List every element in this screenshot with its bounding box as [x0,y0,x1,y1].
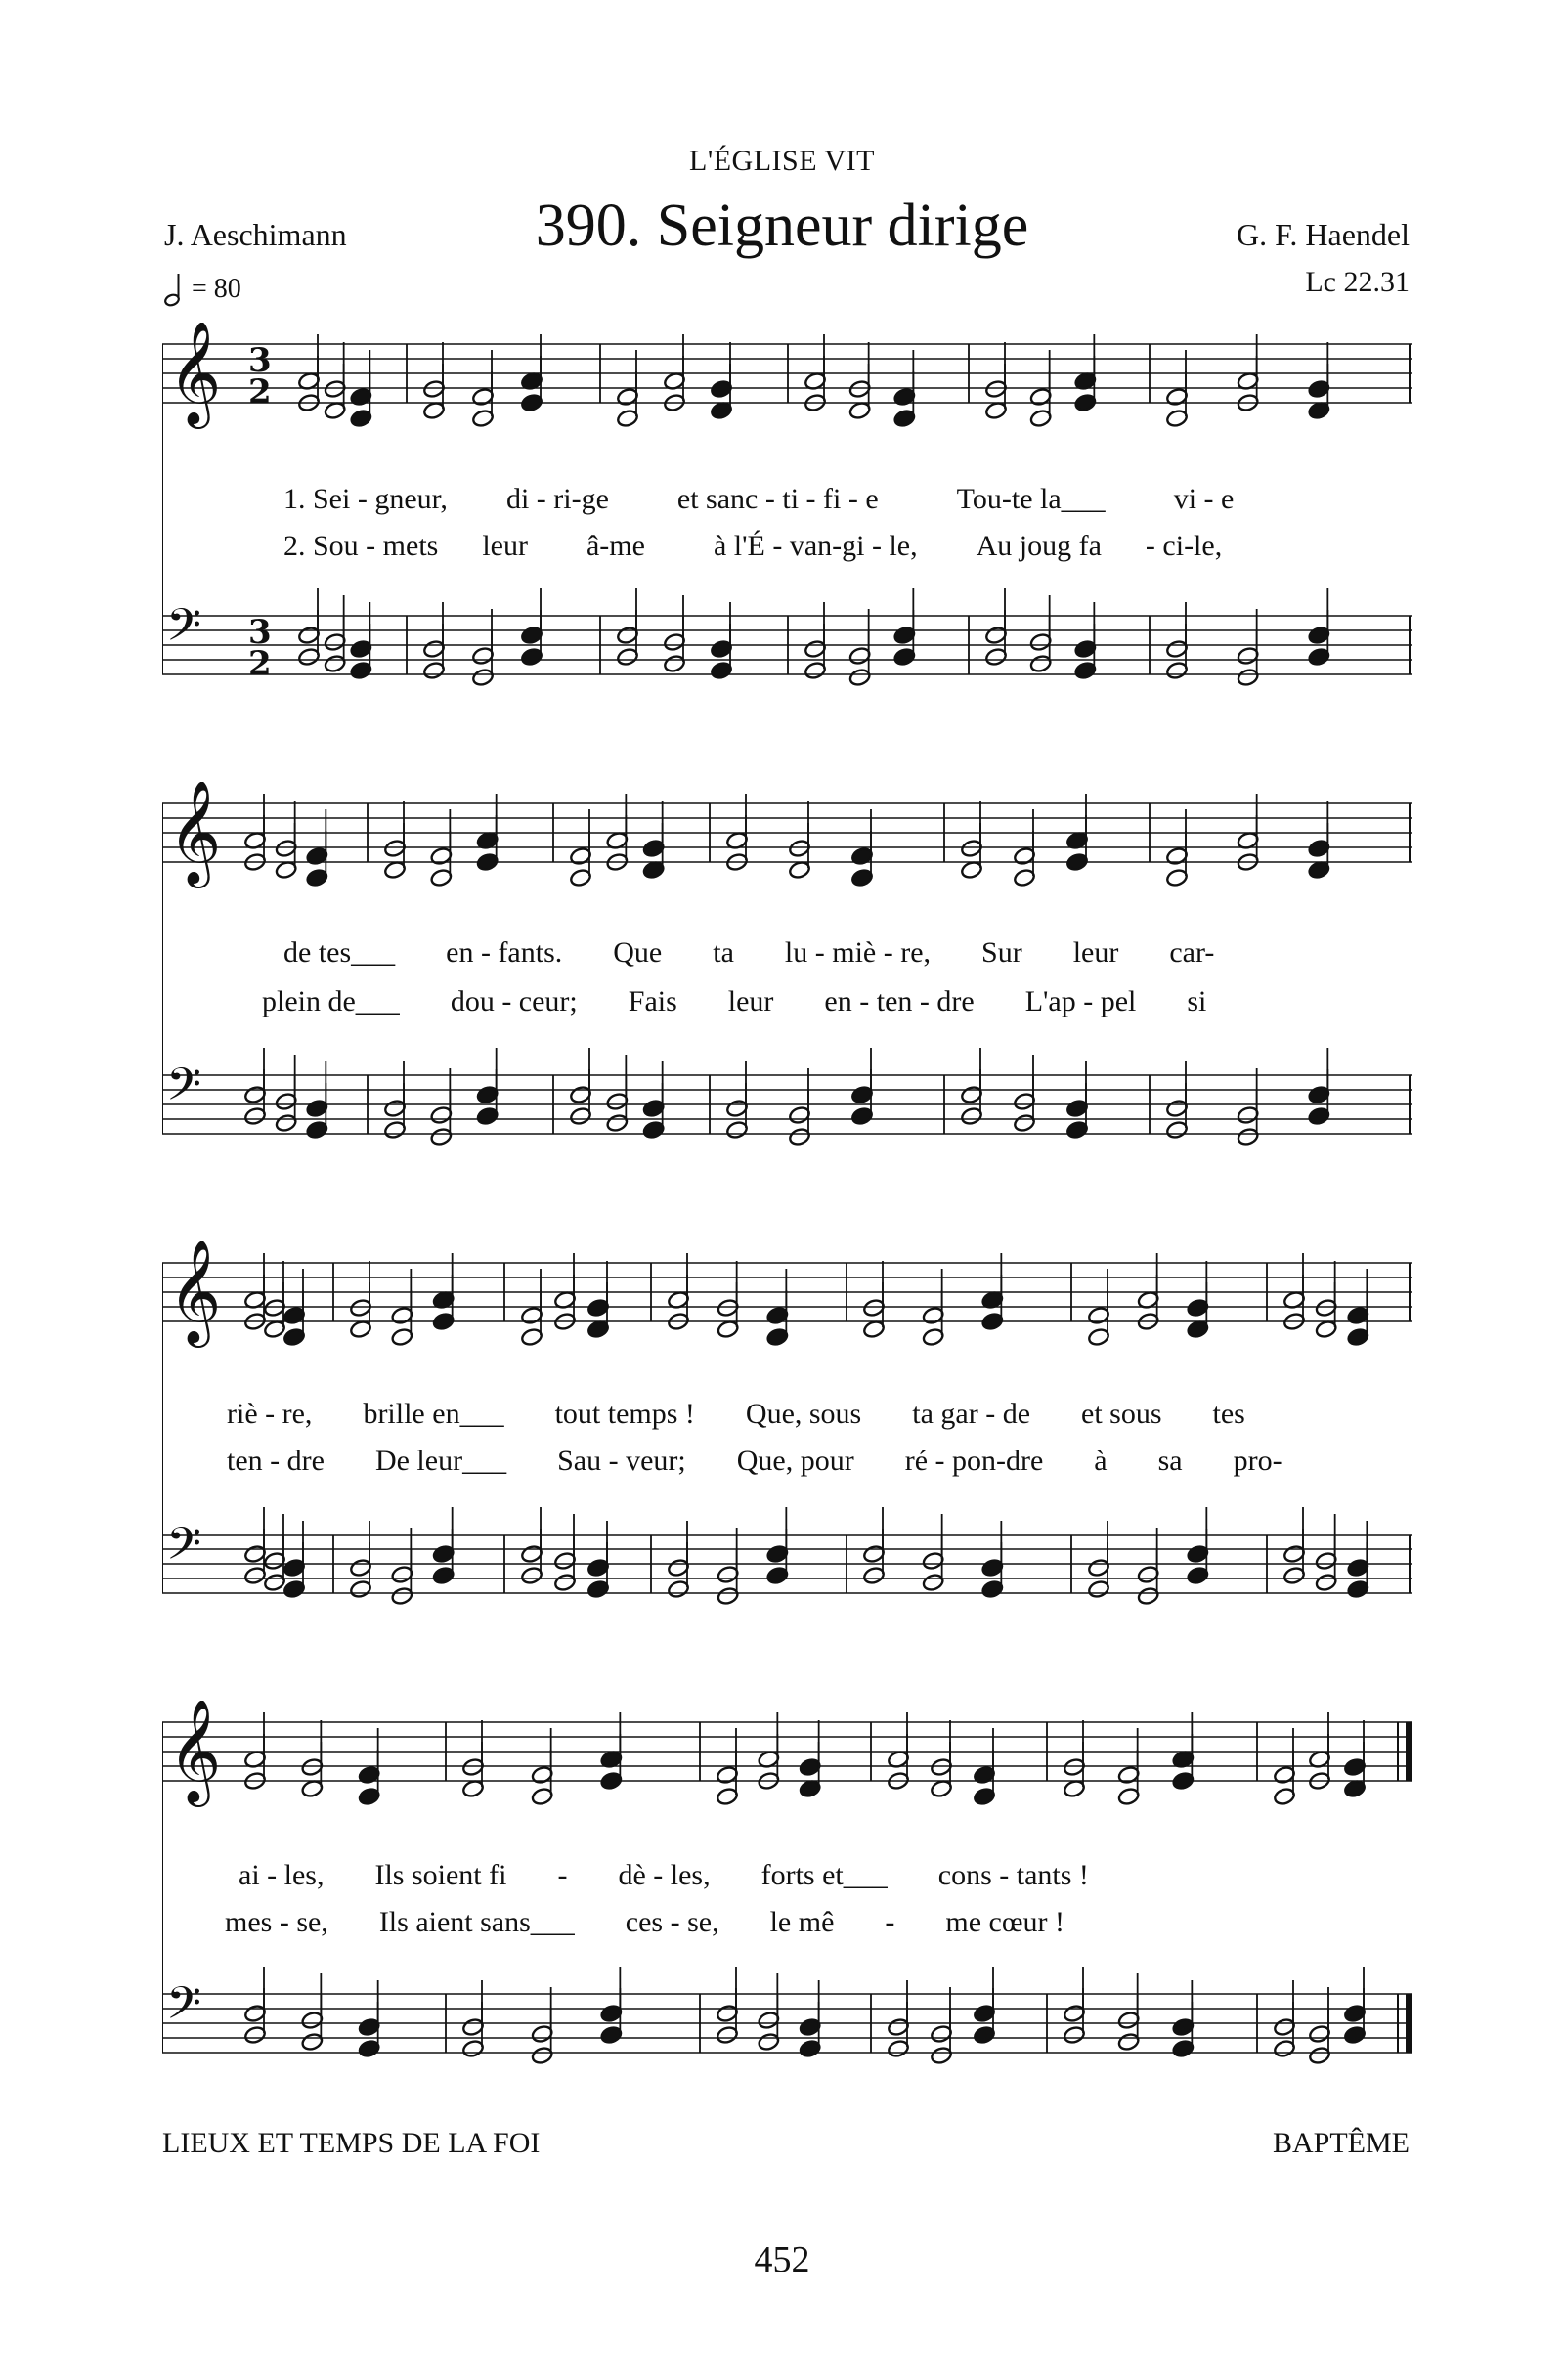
lyric-syllable-group: Tou-te la___ [956,483,1106,515]
lyric-syllable-group: cons - tants ! [937,1859,1089,1891]
lyric-syllable-group: en - fants. [446,936,563,969]
lyric-syllable-group: Que, pour [736,1445,854,1477]
tempo-marking [164,272,241,307]
page-number: 452 [754,2239,810,2280]
lyric-syllable-group: ces - se, [625,1906,719,1938]
section-title: L'ÉGLISE VIT [689,145,875,177]
bass-staff [162,1994,1412,2053]
time-signature-digit: 2 [248,644,272,683]
lyric-syllable-group: ta gar - de [912,1398,1031,1430]
lyric-syllable-group: Sur [981,936,1022,969]
footer-category: LIEUX ET TEMPS DE LA FOI [162,2127,541,2159]
lyric-syllable-group: - ci-le, [1145,530,1223,562]
time-signature-digit: 2 [248,372,272,411]
lyric-syllable-group: Sau - veur; [557,1445,686,1477]
lyric-syllable-group: - [885,1906,895,1938]
lyric-syllable-group: si [1187,985,1207,1017]
lyric-syllable-group: - [557,1859,568,1891]
lyric-syllable-group: de tes___ [283,936,396,969]
lyric-syllable-group: mes - se, [225,1906,328,1938]
lyric-syllable-group: brille en___ [363,1398,504,1430]
lyric-syllable-group: leur [1072,936,1119,969]
treble-staff [162,803,1412,862]
lyric-syllable-group: à [1094,1445,1108,1477]
lyric-syllable-group: leur [482,530,528,562]
lyric-syllable-group: ai - les, [239,1859,325,1891]
lyric-syllable-group: dou - ceur; [450,985,578,1017]
bass-clef-icon: 𝄢 [166,599,202,663]
tempo-value: = 80 [192,274,241,304]
lyric-syllable-group: Fais [628,985,677,1017]
lyric-syllable-group: ta [713,936,734,969]
bass-staff [162,616,1412,674]
lyric-syllable-group: Ils soient fi [374,1859,507,1891]
lyric-syllable-group: car- [1169,936,1215,969]
lyrics-system-3-verse-1 [227,1398,1351,1431]
lyric-syllable-group: Que [613,936,663,969]
bass-staff [162,1075,1412,1134]
lyric-syllable-group: riè - re, [227,1398,313,1430]
lyric-syllable-group: pro- [1233,1445,1282,1477]
lyric-syllable-group: sa [1157,1445,1183,1477]
lyric-syllable-group: me cœur ! [945,1906,1065,1938]
footer-subcategory: BAPTÊME [1272,2127,1410,2159]
lyric-syllable-group: en - ten - dre [824,985,975,1017]
lyric-syllable-group: di - ri-ge [505,483,609,515]
music-system-1 [162,323,1412,714]
lyric-syllable-group: dè - les, [618,1859,711,1891]
lyric-syllable-group: et sanc - ti - fi - e [676,483,879,515]
lyric-syllable-group: Au joug fa [976,530,1102,562]
lyrics-system-2-verse-2 [262,985,1386,1018]
lyric-syllable-group: leur [727,985,774,1017]
lyric-syllable-group: 2. Sou - mets [283,530,439,562]
treble-staff [162,1722,1412,1781]
lyrics-system-4-verse-2 [225,1906,1349,1939]
lyricist: J. Aeschimann [164,217,347,252]
lyric-syllable-group: De leur___ [374,1445,507,1477]
lyric-syllable-group: et sous [1081,1398,1162,1430]
lyrics-system-1-verse-1 [283,483,1408,516]
lyric-syllable-group: forts et___ [760,1859,888,1891]
lyric-syllable-group: plein de___ [262,985,400,1017]
lyrics-system-4-verse-1 [239,1859,1363,1892]
lyric-syllable-group: Ils aient sans___ [378,1906,575,1938]
lyric-syllable-group: tout temps ! [554,1398,695,1430]
lyric-syllable-group: â-me [586,530,645,562]
lyric-syllable-group: Que, sous [745,1398,862,1430]
lyric-syllable-group: tes [1212,1398,1245,1430]
hymn-title: 390. Seigneur dirige [535,193,1029,259]
lyrics-system-3-verse-2 [227,1445,1351,1478]
treble-clef-icon: 𝄞 [168,782,222,884]
lyric-syllable-group: le mê [769,1906,835,1938]
lyrics-system-2-verse-1 [283,936,1408,970]
composer: G. F. Haendel [1237,217,1410,252]
lyric-syllable-group: 1. Sei - gneur, [283,483,448,515]
lyric-syllable-group: ré - pon-dre [904,1445,1044,1477]
treble-clef-icon: 𝄞 [168,323,222,424]
half-note-icon [164,272,186,307]
bass-clef-icon: 𝄢 [166,1977,202,2041]
time-signature-digit: 3 [248,341,272,380]
lyric-syllable-group: lu - miè - re, [784,936,932,969]
lyric-syllable-group: L'ap - pel [1024,985,1137,1017]
bass-clef-icon: 𝄢 [166,1518,202,1581]
lyrics-system-1-verse-2 [283,530,1408,563]
lyric-syllable-group: à l'É - van-gi - le, [713,530,918,562]
lyric-syllable-group: ten - dre [227,1445,325,1477]
treble-clef-icon: 𝄞 [168,1701,222,1802]
bass-clef-icon: 𝄢 [166,1059,202,1122]
treble-clef-icon: 𝄞 [168,1241,222,1343]
treble-staff [162,344,1412,403]
lyric-syllable-group: vi - e [1173,483,1235,515]
time-signature-digit: 3 [248,613,272,652]
scripture-reference: Lc 22.31 [1305,266,1410,298]
